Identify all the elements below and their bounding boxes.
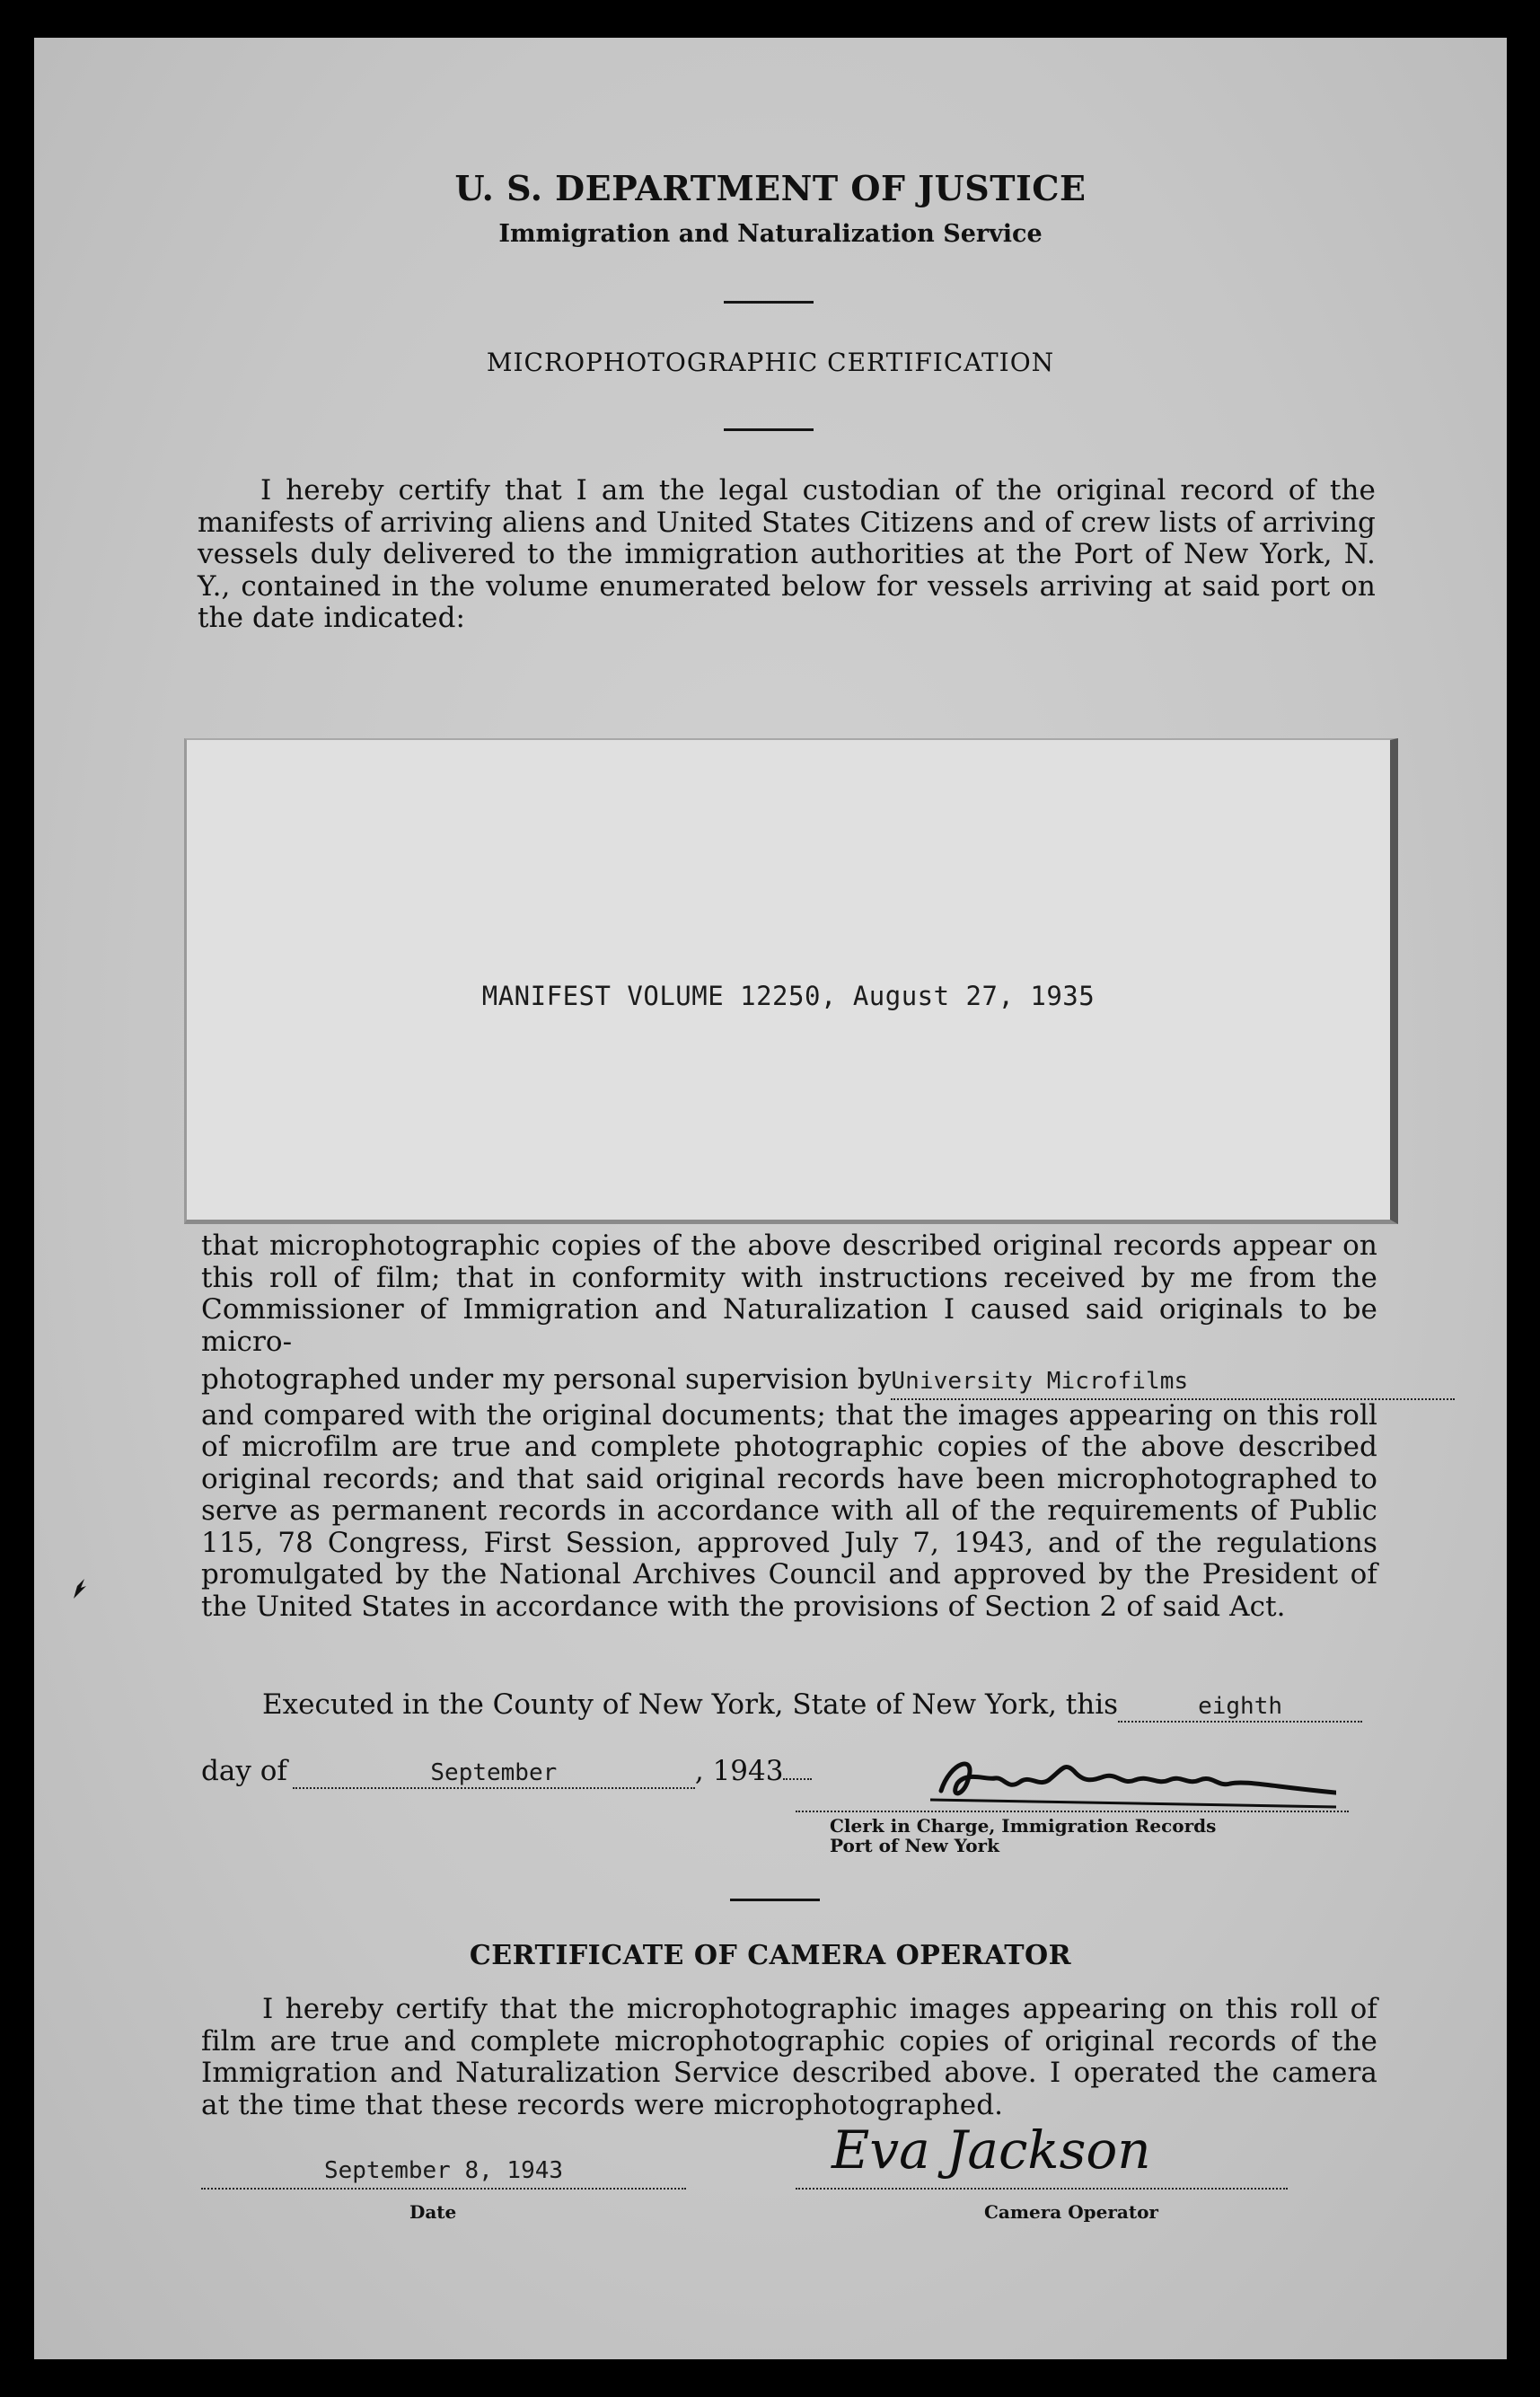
date-field	[201, 2154, 686, 2190]
operator-label: Camera Operator	[984, 2201, 1158, 2223]
date-line: day of September , 1943	[201, 1755, 812, 1789]
certification-title: MICROPHOTOGRAPHIC CERTIFICATION	[486, 348, 1055, 377]
supervisor-field	[891, 1364, 1455, 1400]
intro-text: I hereby certify that I am the legal custodian of the original record of the manifests of arriving aliens and United States Citizens and of crew lists of arriving vessels duly delivered to the immigration authorities at the Port of New York, N. Y., contained in the volume enumerated below for vessels arriving at said port on the date indicated:	[198, 474, 1376, 634]
operator-signature: Eva Jackson	[832, 2119, 1151, 2181]
camera-heading: CERTIFICATE OF CAMERA OPERATOR	[469, 1940, 1072, 1971]
body-rest: and compared with the original documents; that the images appearing on this roll of microfilm are true and complete photographic copies of the above described original records; and that said original records have been microphotographed to serve as permanent records in accordance with all of the requirements of Public 115, 78 Congress, First Session, approved July 7, 1943, and of the regulations promulgated by the National Archives Council and approved by the President of the United States in accordance with the provisions of Section 2 of said Act.	[201, 1398, 1377, 1623]
camera-text: I hereby certify that the microphotographic images appearing on this roll of film are true and complete microphotographic copies of original records of the Immigration and Naturalization Service described above. I operated the camera at the time that these records were microphotographed.	[201, 1993, 1377, 2121]
year-digit: 3	[765, 1755, 784, 1787]
day-value: eighth	[1198, 1693, 1283, 1720]
body-line1: that microphotographic copies of the above described original records appear on this roll of film; that in conformity with instructions received by me from the Commissioner of Immigration and Naturalization I caused said originals to be micro-	[201, 1229, 1377, 1358]
divider	[724, 301, 814, 304]
executed-prefix: Executed in the County of New York, State of New York, this	[262, 1688, 1119, 1721]
day-field	[1118, 1688, 1362, 1723]
date-value: September 8, 1943	[323, 2157, 564, 2184]
year-prefix: 194	[712, 1755, 766, 1787]
date-label: Date	[409, 2201, 457, 2223]
film-mark	[70, 1573, 88, 1600]
day-of-label: day of	[201, 1755, 287, 1787]
clerk-title-line1: Clerk in Charge, Immigration Records	[830, 1815, 1217, 1837]
supervisor-value: University Microfilms	[891, 1368, 1189, 1395]
service-subheading: Immigration and Naturalization Service	[498, 220, 1043, 248]
document-page	[34, 38, 1507, 2359]
month-field	[293, 1755, 695, 1789]
divider	[724, 428, 814, 431]
clerk-signature	[914, 1744, 1336, 1820]
manifest-volume-label: MANIFEST VOLUME 12250, August 27, 1935	[481, 981, 1096, 1011]
operator-signature-line	[796, 2186, 1288, 2190]
executed-line	[262, 1688, 1362, 1723]
certification-body	[201, 1230, 1377, 1623]
divider	[730, 1899, 820, 1901]
intro-paragraph	[198, 475, 1376, 635]
manifest-card	[184, 738, 1398, 1224]
clerk-title-line2: Port of New York	[830, 1835, 999, 1856]
supervision-line	[201, 1364, 1377, 1400]
camera-paragraph	[201, 1994, 1377, 2121]
department-heading: U. S. DEPARTMENT OF JUSTICE	[454, 168, 1087, 208]
supervision-prefix: photographed under my personal supervision by	[201, 1363, 892, 1396]
clerk-title	[830, 1816, 1216, 1855]
month-value: September	[430, 1759, 558, 1786]
